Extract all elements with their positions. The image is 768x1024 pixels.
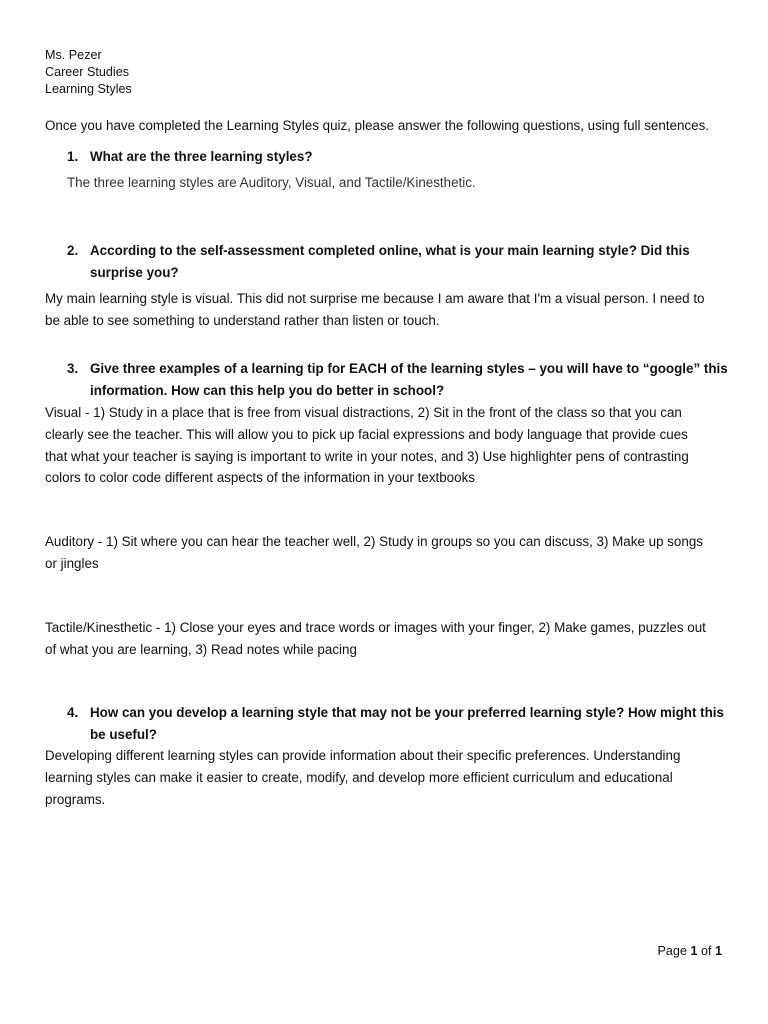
topic-name: Learning Styles	[45, 82, 132, 96]
visual-answer-text: clearly see the teacher. This will allow you to pick up facial expressions and body language that provide cues	[45, 427, 688, 442]
tactile-answer-text: Tactile/Kinesthetic - 1) Close your eyes and trace words or images with your finger, 2) Make games, puzzles out	[45, 620, 706, 635]
auditory-answer-text: Auditory - 1) Sit where you can hear the teacher well, 2) Study in groups so you can discuss, 3) Make up songs	[45, 534, 703, 549]
total-pages-number: 1	[714, 944, 722, 958]
page-number-footer	[658, 941, 722, 961]
question-text: information. How can this help you do better in school?	[90, 383, 445, 398]
question-text: How can you develop a learning style that may not be your preferred learning style? How might this	[90, 705, 724, 720]
of-label: of	[700, 944, 712, 958]
visual-answer-text: that what your teacher is saying is important to write in your notes, and 3) Use highlighter pens of contrasting	[45, 449, 689, 464]
page-label: Page	[657, 944, 687, 958]
answer-text: Developing different learning styles can provide information about their specific preferences. Understanding	[45, 748, 681, 763]
question-number: 1.	[67, 149, 79, 164]
visual-answer-text: colors to color code different aspects of the information in your textbooks	[45, 470, 475, 485]
question-text: be useful?	[90, 727, 157, 742]
answer-text: learning styles can make it easier to create, modify, and develop more efficient curriculum and educational	[45, 770, 673, 785]
visual-answer-text: Visual - 1) Study in a place that is free from visual distractions, 2) Sit in the front of the class so that you can	[45, 405, 682, 420]
question-number: 4.	[67, 705, 79, 720]
intro-text: Once you have completed the Learning Styles quiz, please answer the following questions, using full sentences.	[45, 118, 709, 133]
tactile-answer-text: of what you are learning, 3) Read notes while pacing	[45, 642, 357, 657]
question-text: Give three examples of a learning tip for EACH of the learning styles – you will have to “google” this	[90, 361, 728, 376]
question-number: 2.	[67, 243, 79, 258]
answer-text: programs.	[45, 792, 106, 807]
course-name: Career Studies	[45, 65, 129, 79]
answer-text: The three learning styles are Auditory, Visual, and Tactile/Kinesthetic.	[67, 175, 476, 190]
answer-text: be able to see something to understand rather than listen or touch.	[45, 313, 440, 328]
current-page-number: 1	[690, 944, 698, 958]
answer-text: My main learning style is visual. This did not surprise me because I am aware that I'm a visual person. I need to	[45, 291, 705, 306]
auditory-answer-text: or jingles	[45, 556, 99, 571]
question-text: surprise you?	[90, 265, 179, 280]
question-text: What are the three learning styles?	[90, 149, 313, 164]
teacher-name: Ms. Pezer	[45, 48, 102, 62]
question-text: According to the self-assessment completed online, what is your main learning style? Did this	[90, 243, 690, 258]
question-number: 3.	[67, 361, 79, 376]
